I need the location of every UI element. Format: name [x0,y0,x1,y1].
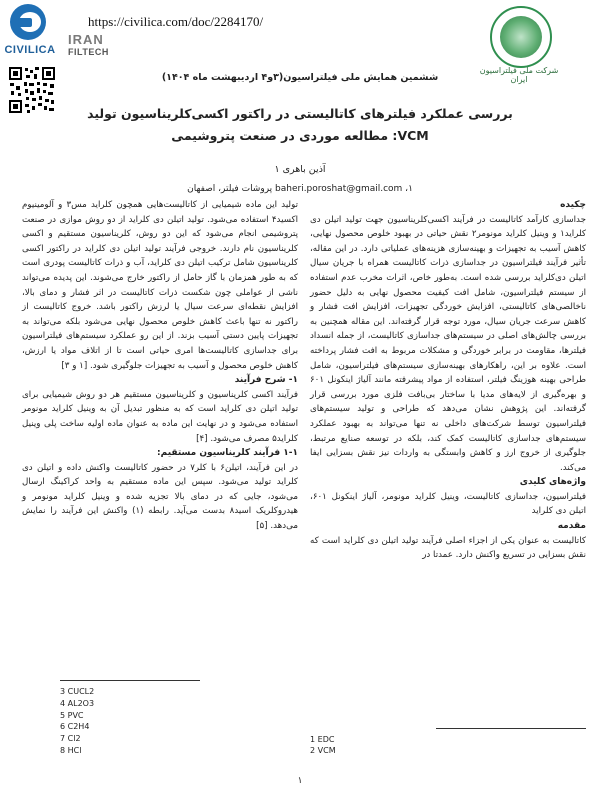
document-url[interactable]: https://civilica.com/doc/2284170/ [88,14,264,29]
iranfiltech-logo: IRAN FILTECH [68,32,109,57]
footnote-divider-right [436,728,586,729]
introduction-text: کاتالیست به عنوان یکی از اجزاء اصلی فرآیند تولید اتیلن دی کلراید است که نقش بسزایی در تسریع واکنش دارد. عمدتا در [310,535,586,561]
section-process-description: ۱- شرح فرآیند [234,375,298,386]
page-number: ۱ [297,776,303,786]
abstract-heading: چکیده [560,200,586,210]
introduction-heading: مقدمه [557,521,586,532]
section-direct-chlorination: ۱-۱ فرآیند کلریناسیون مستقیم: [157,448,298,459]
footnote: 1 EDC [310,735,335,744]
footnote: 3 CUCL2 [60,687,95,696]
author-affiliation: baheri.poroshat@gmail.com ،۱ پروشات فیلتر، اصفهان [187,184,413,194]
seal-caption: شرکت ملی فیلتراسیون ایران [479,66,559,84]
paper-title-line1: بررسی عملکرد فیلترهای کاتالیستی در راکتور اکسی‌کلریناسیون تولید [87,106,513,121]
civilica-logo [2,4,58,66]
footnote: 8 HCl [60,745,82,755]
civilica-logo-text: CIVILICA [4,44,56,56]
organization-seal-logo [490,6,552,68]
footnote: 4 AL2O3 [60,698,95,708]
footnote: 7 Cl2 [60,734,81,744]
footnotes-right [310,734,390,756]
left-column [22,198,298,534]
keywords-heading: واژه‌های کلیدی [519,477,586,488]
keywords-text: فیلتراسیون، جداسازی کاتالیست، وینیل کلراید مونومر، آلیاژ اینکونل ۶۰۱، اتیلن دی کلراید [310,491,586,517]
footnote: 6 C2H4 [60,722,90,732]
footnote-divider-left [60,680,200,681]
footnote: 5 PVC [60,710,84,720]
right-column [310,198,586,563]
footnotes-left [60,686,140,757]
footnote: 2 VCM [310,746,336,755]
author-name: آذین باهری ۱ [274,164,326,175]
conference-name: ششمین همایش ملی فیلتراسیون(۳و۴ اردیبهشت ماه ۱۴۰۴) [161,72,439,83]
process-description-text: فرآیند اکسی کلریناسیون و کلریناسیون مستقیم هر دو روش شیمیایی برای تولید اتیلن دی کلراید است که به منظور تبدیل آن به وینیل کلراید مونومر استفاده می‌شود و در نهایت این ماده به عنوان ماده اولیه ساخت پلی وینیل کلراید۵ مصرف می‌شود. [۴] [22,389,298,444]
paper-title-line2: VCM: مطالعه موردی در صنعت پتروشیمی [171,128,429,143]
intro-continued-text: تولید این ماده شیمیایی از کاتالیست‌هایی همچون کلراید مس۳ و آلومینیوم اکسید۴ استفاده می‌شود. تولید اتیلن دی کلراید از دو روش موازی در صنعت پتروشیمی انجام می‌شود که این دو روش، کلریناسیون مستقیم و اکسی کلریناسیون نام دارند. خروجی فرآیند تولید اتیلن دی کلراید در راکتور اکسی کلریناسیون شامل ترکیب اتیلن دی کلراید، آب و ذرات کاتالیست پودری است که به طور همزمان با گاز حامل از راکتور خارج می‌شوند. این پدیده می‌تواند ناشی از عواملی چون شکست ذرات کاتالیست در اثر فشار و دمای بالا، افزایش نقطه‌ای سرعت سیال یا لرزش راکتور باشد. خروج کاتالیست از راکتور نه تنها باعث کاهش خلوص محصول نهایی می‌شود بلکه می‌تواند به تجهیزات پایین دستی آسیب بزند. از این رو عملکرد سیستم‌های فیلتراسیون برای جداسازی کاتالیست‌ها امری حیاتی است تا از اتلاف مواد یا ارزش، کاهش خلوص محصول و آسیب به تجهیزات جلوگیری شود. [۱ و ۳] [22,200,298,371]
abstract-text: جداسازی کارآمد کاتالیست در فرآیند اکسی‌کلریناسیون جهت تولید اتیلن دی کلراید۱ و وینیل کلراید مونومر۲ نقش حیاتی در بهبود خلوص محصول نهایی، کاهش آسیب به تجهیزات و بهینه‌سازی هزینه‌های عملیاتی دارد. در این مقاله، تأثیر فرآیند فیلتراسیون در جداسازی ذرات کاتالیست همراه با جریان سیال اتیلن دی‌کلراید بررسی شده است. به‌طور خاص، اثرات مخرب عدم استفاده از سیستم فیلتراسیون، شامل افت کیفیت محصول نهایی به دلیل حضور ناخالصی‌های کاتالیستی، افزایش خوردگی تجهیزات، افزایش افت فشار و کاهش سرعت جریان سیال، مورد توجه قرار گرفته‌اند. این مقاله همچنین به بررسی چالش‌های اصلی در سیستم‌های جداسازی کاتالیست، از جمله انسداد فیلترها، مقاومت در برابر خوردگی و مشکلات مربوط به افت فشار پرداخته است. علاوه بر این، راهکارهای بهینه‌سازی سیستم‌های فیلتراسیون، شامل طراحی بهینه هوزینگ فیلتر، استفاده از مواد پیشرفته مانند آلیاژ اینکونل ۶۰۱ و بهره‌گیری از لایه‌های مدیا با ساختار بی‌بافت فلزی مورد بررسی قرار گرفته‌اند. این پژوهش نشان می‌دهد که طراحی و تولید سیستم‌های فیلتراسیون توسط شرکت‌های داخلی نه تنها می‌تواند به بهبود عملکرد سیستم‌های جداسازی کاتالیست کمک کند، بلکه در توسعه صنایع مرتبط، جلوگیری از خروج ارز و کاهش وابستگی به واردات نیز نقش بسزایی ایفا می‌کند. [310,214,586,473]
direct-chlorination-text: در این فرآیند، اتیلن۶ با کلر۷ در حضور کاتالیست واکنش داده و اتیلن دی کلراید تولید می‌شود. سپس این ماده مستقیم به واحد کراکینگ ارسال می‌شود، جایی که در دمای بالا تجزیه شده و وینیل کلراید مونومر و هیدروکلریک اسید۸ بدست می‌آید. رابطه (۱) واکنش این فرآیند را نمایش می‌دهد. [۵] [22,462,298,532]
qr-code-icon[interactable] [8,66,56,114]
